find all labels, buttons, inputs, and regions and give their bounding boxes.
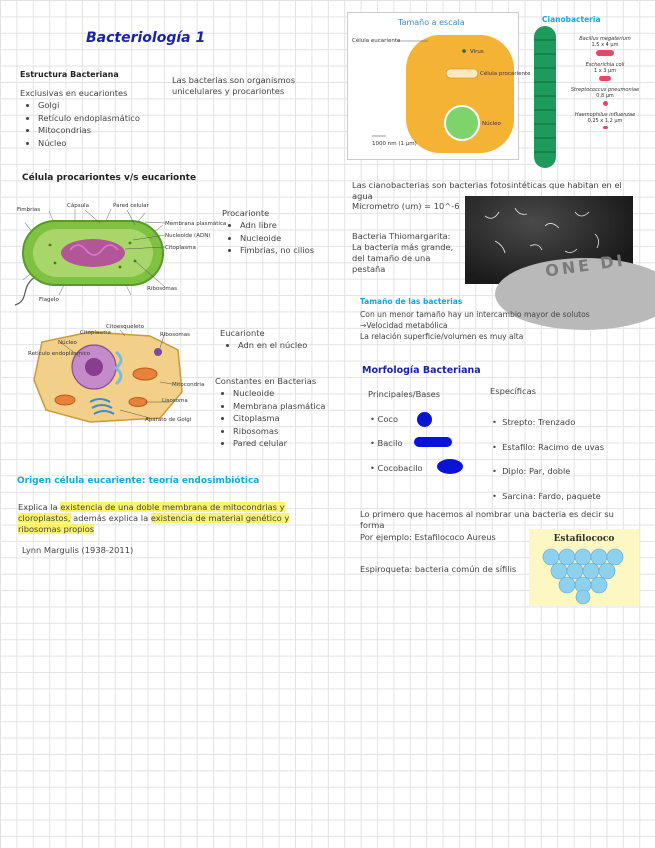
list-item: • Citoplasma <box>233 412 325 425</box>
list-item: • Estafilo: Racimo de uvas <box>492 441 605 452</box>
list-item: • Nucleoide <box>240 232 314 245</box>
bacteria-size-item: Bacillus megaterium <box>579 36 631 42</box>
label-golgi: Aparato de Golgi <box>145 417 192 423</box>
nombre-line-3: Espiroqueta: bacteria común de sífilis <box>360 564 517 574</box>
estructura-sub: Exclusivas en eucariontes <box>20 88 128 98</box>
cianobacteria-title: Cianobacteria <box>542 15 601 24</box>
estafilococo-label: Estafilococo <box>553 534 615 544</box>
origen-author: Lynn Margulis (1938-2011) <box>22 545 134 555</box>
shape-label-coco: Coco <box>377 414 399 424</box>
list-item: • Diplo: Par, doble <box>492 466 571 477</box>
label-citoplasma: Citoplasma <box>165 245 196 251</box>
coin-text: ONE DI <box>544 250 627 281</box>
shape-label-bacilo: Bacilo <box>377 438 403 448</box>
tamano-heading: Tamaño de las bacterias <box>360 297 463 306</box>
label-nucleo-e: Núcleo <box>58 340 77 346</box>
eucarionte-list <box>220 339 307 352</box>
constantes-heading: Constantes en Bacterias <box>215 376 317 386</box>
list-item: • Sarcina: Fardo, paquete <box>492 490 601 501</box>
tamano-line-3: La relación superficie/volumen es muy alta <box>360 332 524 341</box>
list-item: • Fimbrias, no cilios <box>240 244 314 257</box>
origen-p3: además explica la <box>70 513 151 523</box>
scale-label-virus: Virus <box>470 49 484 55</box>
estructura-note: Las bacterias son organismos unicelulares y procariontes <box>172 75 296 96</box>
bacteria-size-value: 1,5 x 4 μm <box>591 42 619 48</box>
shape-row-coco: • Coco <box>370 414 399 424</box>
scale-title: Tamaño a escala <box>398 18 465 27</box>
tamano-line-2: →Velocidad metabólica <box>360 321 448 330</box>
principales-heading: Principales/Bases <box>368 389 441 399</box>
shape-label-cocobacilo: Cocobacilo <box>377 463 423 473</box>
label-pared: Pared celular <box>113 203 149 209</box>
thiomargarita-text: Bacteria Thiomargarita: La bacteria más grande, del tamaño de una pestaña <box>352 231 454 274</box>
origen-p1: Explica la <box>18 502 61 512</box>
origen-highlight-2: existencia de material genético y ribosomas propios <box>18 513 290 534</box>
label-ribosomas: Ribosomas <box>147 286 178 292</box>
especifica-estafilo: Estafilo: Racimo de uvas <box>502 441 605 452</box>
nombre-line-2: Por ejemplo: Estafilococo Aureus <box>360 532 496 542</box>
bacteria-size-item: Haemophilus influenzae <box>574 112 636 118</box>
bacteria-shape <box>603 126 608 129</box>
label-flagelo: Flagelo <box>39 297 59 303</box>
page-title: Bacteriología 1 <box>86 30 206 46</box>
cianobacterias-text: Las cianobacterias son bacterias fotosintéticas que habitan en el agua <box>352 180 622 201</box>
label-membrana: Membrana plasmática <box>165 221 227 227</box>
list-item: • Mitocondrias <box>38 124 140 137</box>
scale-label-eucariente: Célula eucariente <box>352 38 401 44</box>
bacteria-size-value: 0,25 x 1,2 μm <box>587 118 623 124</box>
label-ribosomas-e: Ribosomas <box>160 332 191 338</box>
bacteria-size-item: Streptococcus pneumoniae <box>570 87 640 93</box>
shape-row-cocobacilo: • Cocobacilo <box>370 463 423 473</box>
especifica-strepto: Strepto: Trenzado <box>502 417 576 427</box>
list-item: • Núcleo <box>38 137 140 150</box>
list-item: • Retículo endoplasmático <box>38 112 140 125</box>
list-item: • Golgi <box>38 99 140 112</box>
especifica-diplo: Diplo: Par, doble <box>502 466 571 477</box>
bacteria-shape <box>599 76 611 81</box>
label-mitocondria: Mitocondria <box>172 382 205 388</box>
especifica-sarcina: Sarcina: Fardo, paquete <box>502 490 601 501</box>
scale-label-procariente: Célula procariente <box>480 71 531 77</box>
list-item: • Membrana plasmática <box>233 400 325 413</box>
scale-bar-label: 1000 nm (1 μm) <box>372 141 417 147</box>
estructura-list <box>20 99 140 149</box>
bacteria-size-item: Escherichia coli <box>585 62 625 68</box>
bacilo-shape <box>414 437 452 447</box>
especificas-heading: Específicas <box>490 386 536 396</box>
estructura-heading: Estructura Bacteriana <box>20 70 119 79</box>
constantes-list <box>215 387 325 450</box>
list-item: • Nucleoide <box>233 387 325 400</box>
celula-heading: Célula procariontes v/s eucarionte <box>22 173 197 183</box>
bacteria-shape <box>596 50 614 56</box>
prokaryote-diagram <box>15 195 227 310</box>
origen-highlight-1: existencia de una doble membrana de mitocondrias y cloroplastos, <box>18 502 285 523</box>
bacteria-shape <box>603 101 608 106</box>
label-capsula: Cápsula <box>67 203 89 209</box>
bacteria-size-list <box>565 36 645 131</box>
cocobacilo-shape <box>437 459 463 474</box>
list-item: • Pared celular <box>233 437 325 450</box>
origen-heading: Origen célula eucariente: teoría endosimbiótica <box>17 476 260 486</box>
list-item: • Ribosomas <box>233 425 325 438</box>
especificas-list <box>492 410 604 508</box>
label-lisosoma: Lisosoma <box>162 398 188 404</box>
micrometro-text: Micrometro (um) = 10^-6 <box>352 201 460 211</box>
bacteria-size-value: 0,8 μm <box>596 93 614 99</box>
estafilococo-cluster <box>539 549 634 604</box>
origen-text <box>18 502 303 535</box>
label-citoplasma-e: Citoplasma <box>80 330 111 336</box>
label-nucleoide: Nucleoide (ADN) <box>165 233 211 239</box>
scale-diagram <box>348 29 531 159</box>
label-reticulo: Retículo endoplásmico <box>28 351 91 357</box>
procarionte-list <box>222 219 314 257</box>
shape-row-bacilo: • Bacilo <box>370 438 403 448</box>
eucarionte-heading: Eucarionte <box>220 328 265 338</box>
nombre-line-1: Lo primero que hacemos al nombrar una bacteria es decir su forma <box>360 509 614 530</box>
list-item: • Adn libre <box>240 219 314 232</box>
cyanobacteria-diagram <box>530 24 560 172</box>
scale-label-nucleo: Núcleo <box>482 121 501 127</box>
coco-shape <box>417 412 432 427</box>
scale-figure <box>347 12 531 160</box>
procarionte-heading: Procarionte <box>222 208 270 218</box>
eukaryote-diagram <box>20 322 218 427</box>
label-fimbrias: Fimbrias <box>17 207 41 213</box>
list-item: • Strepto: Trenzado <box>492 417 576 427</box>
thiomargarita-photo <box>465 196 633 284</box>
bacteria-size-value: 1 x 3 μm <box>593 68 617 74</box>
label-citoesqueleto: Citoesqueleto <box>106 324 144 330</box>
list-item: • Adn en el núcleo <box>238 339 307 352</box>
tamano-line-1: Con un menor tamaño hay un intercambio mayor de solutos <box>360 310 590 319</box>
estafilococo-figure <box>529 529 639 606</box>
morfologia-heading: Morfología Bacteriana <box>362 365 481 376</box>
